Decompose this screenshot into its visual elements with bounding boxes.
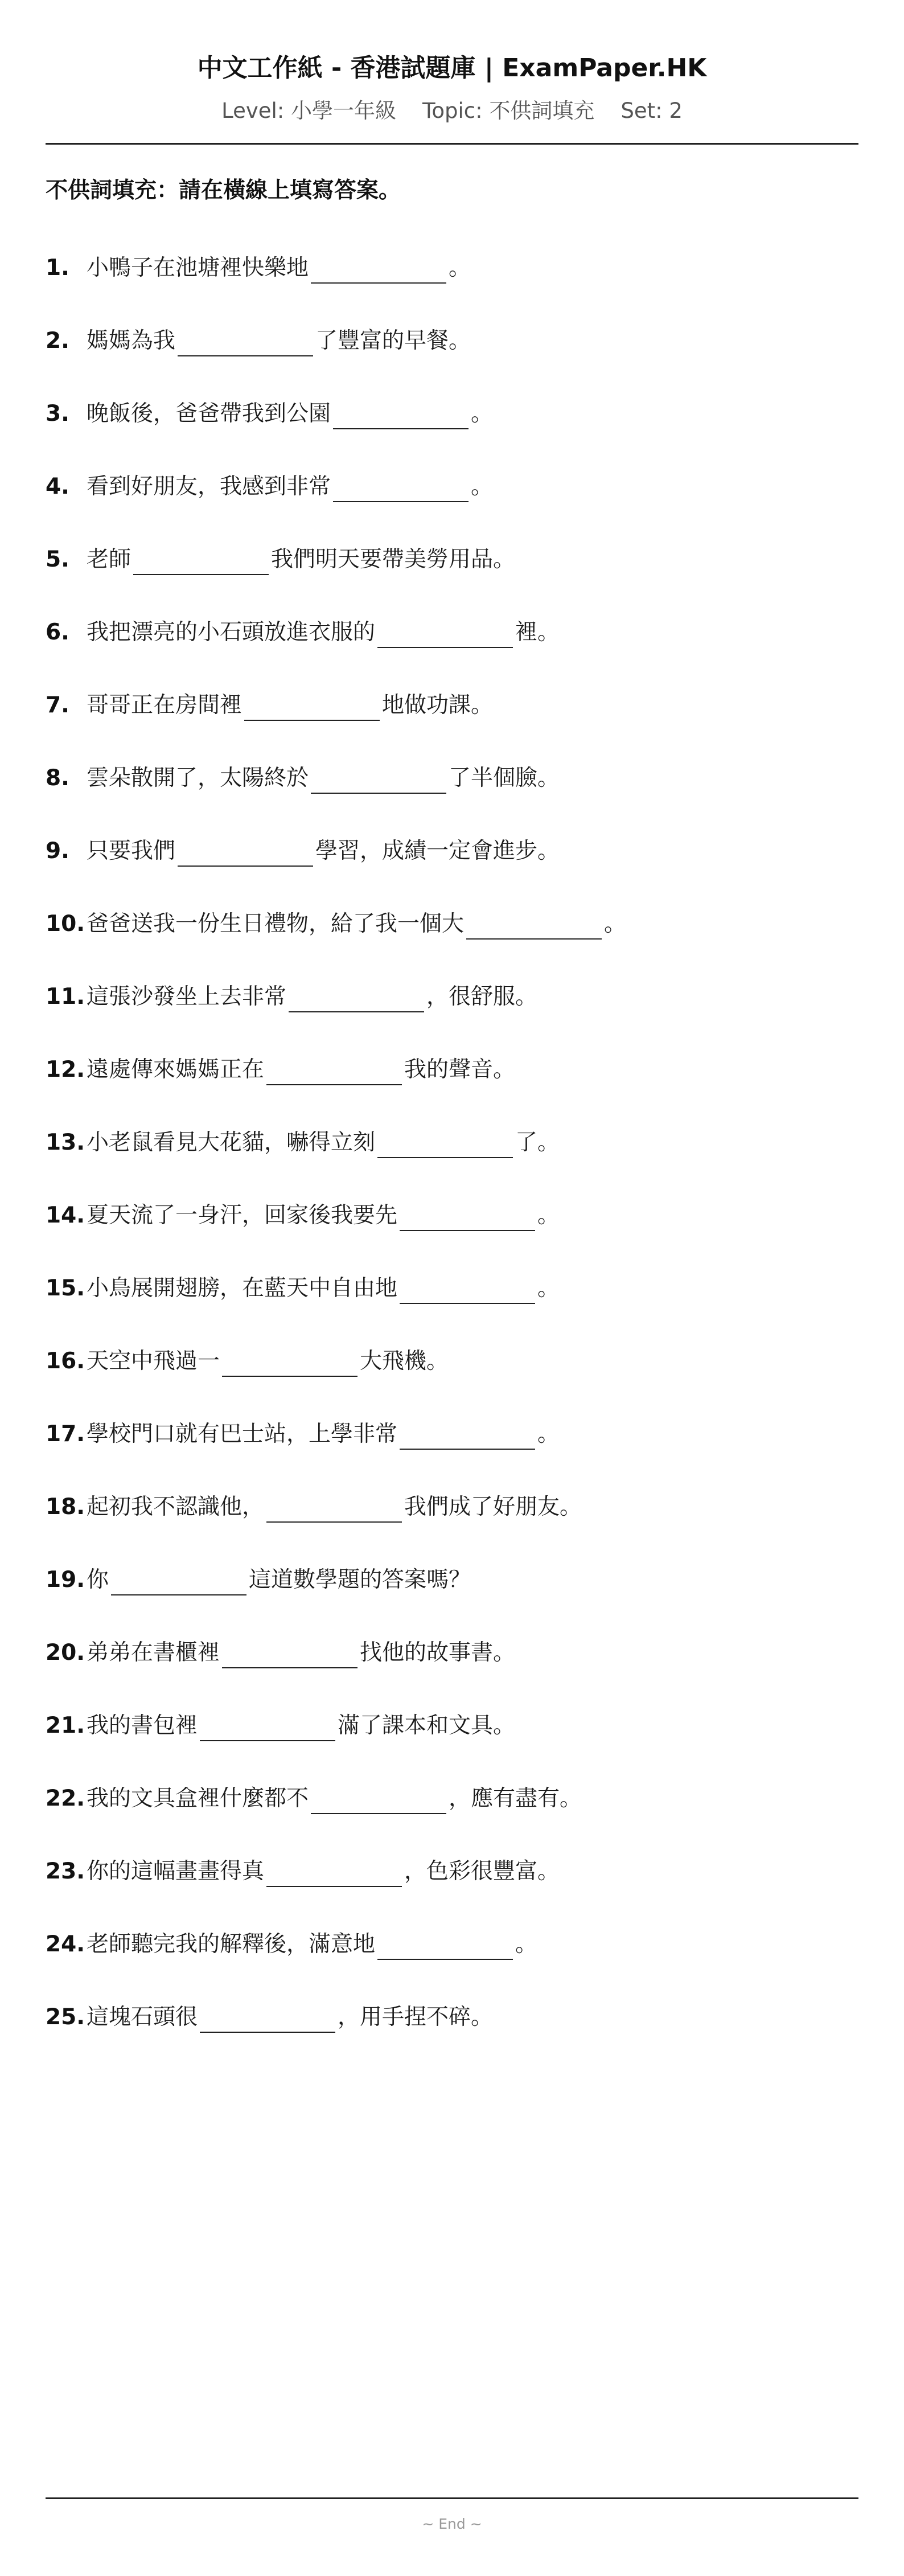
- question-text-after: 地做功課。: [382, 692, 494, 718]
- question-text-before: 看到好朋友，我感到非常: [87, 474, 331, 499]
- question-item: [46, 1561, 471, 1595]
- question-text-after: 了豐富的早餐。: [315, 328, 471, 354]
- set-label: Set: 2: [621, 99, 683, 123]
- question-text-before: 哥哥正在房間裡: [87, 692, 243, 718]
- question-text-before: 遠處傳來媽媽正在: [87, 1057, 265, 1082]
- answer-blank[interactable]: [466, 911, 602, 940]
- question-item: [46, 1488, 582, 1523]
- question-item: [46, 1051, 515, 1085]
- question-text-after: 。: [537, 1203, 560, 1228]
- question-item: [46, 978, 537, 1012]
- answer-blank[interactable]: [333, 474, 469, 502]
- answer-blank[interactable]: [377, 620, 513, 648]
- answer-blank[interactable]: [133, 547, 269, 575]
- question-text-after: 滿了課本和文具。: [338, 1713, 516, 1738]
- question-item: [46, 249, 471, 284]
- question-number: 23.: [46, 1859, 85, 1884]
- question-number: 5.: [46, 547, 69, 572]
- question-text-before: 雲朵散開了，太陽終於: [87, 765, 309, 791]
- answer-blank[interactable]: [178, 838, 313, 867]
- question-item: [46, 322, 471, 356]
- question-item: [46, 1926, 537, 1960]
- answer-blank[interactable]: [200, 1713, 335, 1741]
- topic-label: Topic: 不供詞填充: [422, 99, 595, 123]
- question-item: [46, 1197, 560, 1231]
- answer-blank[interactable]: [377, 1931, 513, 1960]
- question-item: [46, 395, 493, 429]
- question-number: 16.: [46, 1348, 85, 1374]
- answer-blank[interactable]: [111, 1567, 246, 1595]
- question-text-before: 老師聽完我的解釋後，滿意地: [87, 1931, 376, 1957]
- question-number: 6.: [46, 620, 69, 645]
- question-text-after: 。: [537, 1275, 560, 1301]
- answer-blank[interactable]: [400, 1275, 535, 1304]
- question-text-before: 爸爸送我一份生日禮物，給了我一個大: [87, 911, 465, 937]
- question-item: [46, 1416, 560, 1450]
- question-item: [46, 541, 515, 575]
- question-item: [46, 1853, 560, 1887]
- question-text-after: 學習，成績一定會進步。: [315, 838, 560, 864]
- question-number: 15.: [46, 1275, 85, 1301]
- question-text-after: ，色彩很豐富。: [404, 1859, 560, 1884]
- instruction-text: 不供詞填充：請在橫線上填寫答案。: [46, 178, 401, 203]
- answer-blank[interactable]: [178, 328, 313, 356]
- answer-blank[interactable]: [266, 1859, 402, 1887]
- question-text-before: 我的書包裡: [87, 1713, 198, 1738]
- question-number: 13.: [46, 1130, 85, 1155]
- answer-blank[interactable]: [222, 1640, 358, 1668]
- question-item: [46, 832, 560, 867]
- question-number: 7.: [46, 692, 69, 718]
- answer-blank[interactable]: [266, 1057, 402, 1085]
- question-item: [46, 1780, 582, 1814]
- question-text-before: 小鴨子在池塘裡快樂地: [87, 255, 309, 281]
- question-number: 18.: [46, 1494, 85, 1520]
- question-text-after: ，用手捏不碎。: [338, 2004, 494, 2030]
- question-text-before: 你的這幅畫畫得真: [87, 1859, 265, 1884]
- answer-blank[interactable]: [289, 984, 424, 1012]
- question-text-after: ，很舒服。: [426, 984, 538, 1010]
- question-number: 22.: [46, 1786, 85, 1811]
- question-text-after: 這道數學題的答案嗎？: [249, 1567, 471, 1593]
- question-text-after: ，應有盡有。: [449, 1786, 582, 1811]
- question-text-after: 。: [449, 255, 471, 281]
- answer-blank[interactable]: [244, 692, 380, 721]
- question-item: [46, 468, 493, 502]
- question-item: [46, 1124, 560, 1158]
- level-label: Level: 小學一年級: [221, 99, 397, 123]
- question-text-after: 。: [515, 1931, 538, 1957]
- worksheet-meta: [46, 97, 858, 125]
- question-item: [46, 1343, 449, 1377]
- question-item: [46, 1270, 560, 1304]
- question-number: 10.: [46, 911, 85, 937]
- question-text-after: 大飛機。: [360, 1348, 449, 1374]
- question-number: 11.: [46, 984, 85, 1010]
- question-text-after: 。: [471, 401, 494, 426]
- question-text-before: 我把漂亮的小石頭放進衣服的: [87, 620, 376, 645]
- question-text-after: 我們成了好朋友。: [404, 1494, 582, 1520]
- question-text-after: 。: [471, 474, 494, 499]
- question-text-after: 找他的故事書。: [360, 1640, 516, 1666]
- footer-divider: [46, 2497, 858, 2499]
- question-text-before: 夏天流了一身汗，回家後我要先: [87, 1203, 398, 1228]
- question-number: 3.: [46, 401, 69, 426]
- question-text-after: 我們明天要帶美勞用品。: [271, 547, 516, 572]
- question-text-before: 只要我們: [87, 838, 176, 864]
- question-text-before: 學校門口就有巴士站，上學非常: [87, 1421, 398, 1447]
- question-text-before: 你: [87, 1567, 109, 1593]
- answer-blank[interactable]: [200, 2004, 335, 2033]
- question-item: [46, 760, 560, 794]
- question-number: 17.: [46, 1421, 85, 1447]
- page-title: 中文工作紙 - 香港試題庫 | ExamPaper.HK: [197, 54, 707, 83]
- question-text-before: 天空中飛過一: [87, 1348, 220, 1374]
- question-text-before: 這張沙發坐上去非常: [87, 984, 287, 1010]
- question-text-before: 小鳥展開翅膀，在藍天中自由地: [87, 1275, 398, 1301]
- question-text-after: 我的聲音。: [404, 1057, 516, 1082]
- question-text-after: 了半個臉。: [449, 765, 560, 791]
- end-marker: ~ End ~: [422, 2516, 482, 2532]
- question-item: [46, 1634, 515, 1668]
- answer-blank[interactable]: [222, 1348, 358, 1377]
- question-item: [46, 687, 493, 721]
- question-number: 25.: [46, 2004, 85, 2030]
- question-number: 9.: [46, 838, 69, 864]
- answer-blank[interactable]: [400, 1203, 535, 1231]
- answer-blank[interactable]: [311, 1786, 446, 1814]
- question-number: 2.: [46, 328, 69, 354]
- question-text-after: 裡。: [515, 620, 560, 645]
- question-item: [46, 1707, 515, 1741]
- question-number: 1.: [46, 255, 69, 281]
- answer-blank[interactable]: [400, 1421, 535, 1450]
- question-number: 20.: [46, 1640, 85, 1666]
- question-text-before: 媽媽為我: [87, 328, 176, 354]
- answer-blank[interactable]: [333, 401, 469, 429]
- question-text-before: 弟弟在書櫃裡: [87, 1640, 220, 1666]
- question-text-before: 這塊石頭很: [87, 2004, 198, 2030]
- question-number: 4.: [46, 474, 69, 499]
- question-text-after: 。: [604, 911, 627, 937]
- question-text-before: 老師: [87, 547, 132, 572]
- question-text-after: 。: [537, 1421, 560, 1447]
- question-item: [46, 1999, 493, 2033]
- question-number: 12.: [46, 1057, 85, 1082]
- header-divider: [46, 143, 858, 145]
- answer-blank[interactable]: [311, 765, 446, 794]
- question-number: 14.: [46, 1203, 85, 1228]
- question-text-before: 我的文具盒裡什麼都不: [87, 1786, 309, 1811]
- answer-blank[interactable]: [311, 255, 446, 284]
- answer-blank[interactable]: [266, 1494, 402, 1523]
- question-number: 8.: [46, 765, 69, 791]
- question-number: 19.: [46, 1567, 85, 1593]
- question-number: 21.: [46, 1713, 85, 1738]
- question-text-before: 小老鼠看見大花貓，嚇得立刻: [87, 1130, 376, 1155]
- question-text-after: 了。: [515, 1130, 560, 1155]
- question-text-before: 起初我不認識他，: [87, 1494, 265, 1520]
- question-text-before: 晚飯後，爸爸帶我到公園: [87, 401, 331, 426]
- question-number: 24.: [46, 1931, 85, 1957]
- question-item: [46, 614, 560, 648]
- question-item: [46, 905, 626, 940]
- answer-blank[interactable]: [377, 1130, 513, 1158]
